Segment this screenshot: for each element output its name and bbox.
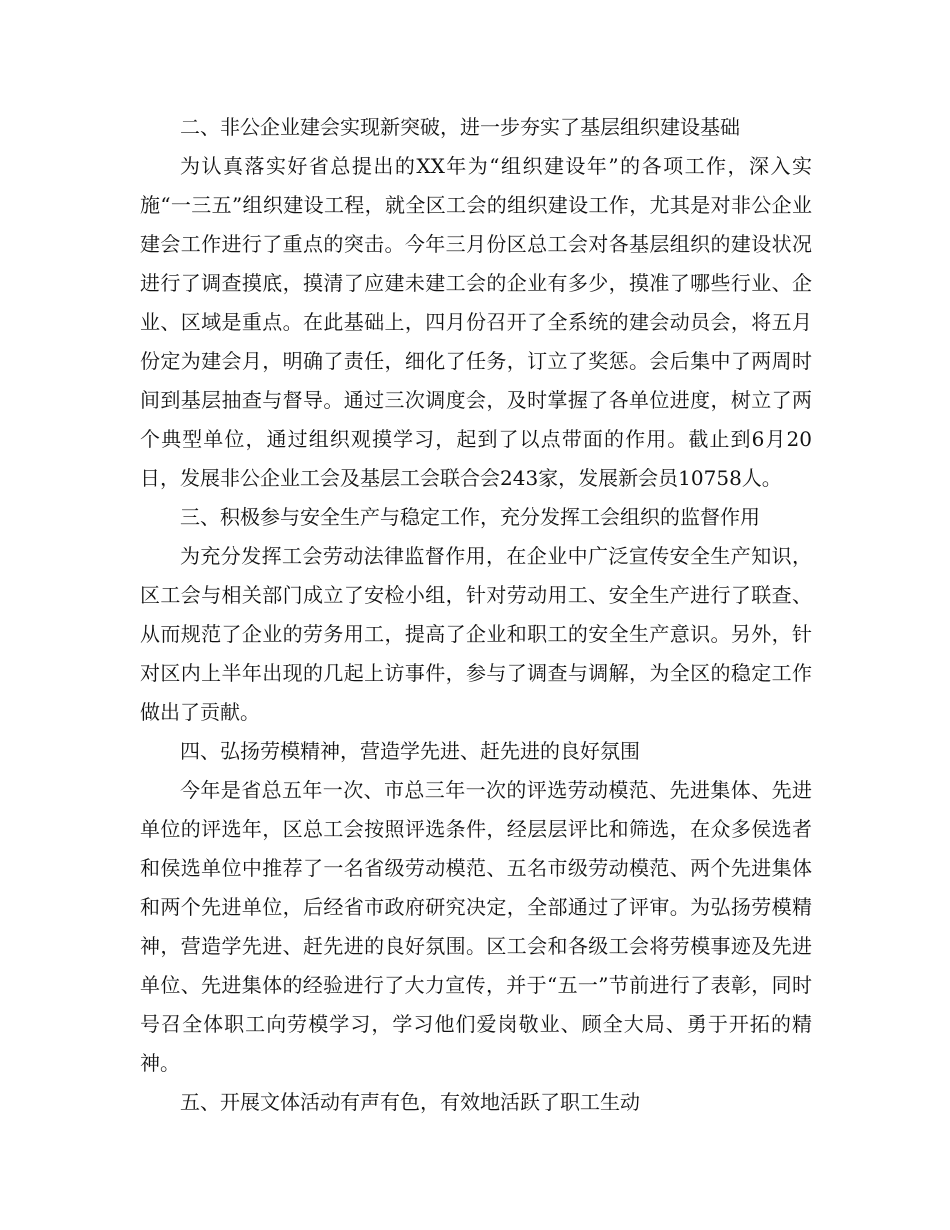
section-heading-4: 四、弘扬劳模精神，营造学先进、赶先进的良好氛围 [180,739,640,763]
paragraph-safety-stability: 为充分发挥工会劳动法律监督作用，在企业中广泛宣传安全生产知识，区工会与相关部门成立了安检小组，针对劳动用工、安全生产进行了联查、从而规范了企业的劳务用工，提高了企业和职工的安全生产意识。另外，针对区内上半年出现的几起上访事件，参与了调查与调解，为全区的稳定工作做出了贡献。 [140,544,812,724]
section-heading-3: 三、积极参与安全生产与稳定工作，充分发挥工会组织的监督作用 [180,505,760,529]
section-heading-5: 五、开展文体活动有声有色，有效地活跃了职工生动 [180,1090,640,1114]
paragraph-organization-building: 为认真落实好省总提出的XX年为“组织建设年”的各项工作，深入实施“一三五”组织建设工程，就全区工会的组织建设工作，尤其是对非公企业建会工作进行了重点的突击。今年三月份区总工会对各基层组织的建设状况进行了调查摸底，摸清了应建未建工会的企业有多少，摸准了哪些行业、企业、区域是重点。在此基础上，四月份召开了全系统的建会动员会，将五月份定为建会月，明确了责任，细化了任务，订立了奖惩。会后集中了两周时间到基层抽查与督导。通过三次调度会，及时掌握了各单位进度，树立了两个典型单位，通过组织观摸学习，起到了以点带面的作用。截止到6月20日，发展非公企业工会及基层工会联合会243家，发展新会员10758人。 [140,154,812,490]
section-heading-2: 二、非公企业建会实现新突破，进一步夯实了基层组织建设基础 [180,115,740,139]
paragraph-model-workers: 今年是省总五年一次、市总三年一次的评选劳动模范、先进集体、先进单位的评选年，区总工会按照评选条件，经层层评比和筛选，在众多侯选者和侯选单位中推荐了一名省级劳动模范、五名市级劳动模范、两个先进集体和两个先进单位，后经省市政府研究决定，全部通过了评审。为弘扬劳模精神，营造学先进、赶先进的良好氛围。区工会和各级工会将劳模事迹及先进单位、先进集体的经验进行了大力宣传，并于“五一”节前进行了表彰，同时号召全体职工向劳模学习，学习他们爱岗敬业、顾全大局、勇于开拓的精神。 [140,778,812,1075]
document-body [140,108,812,1122]
